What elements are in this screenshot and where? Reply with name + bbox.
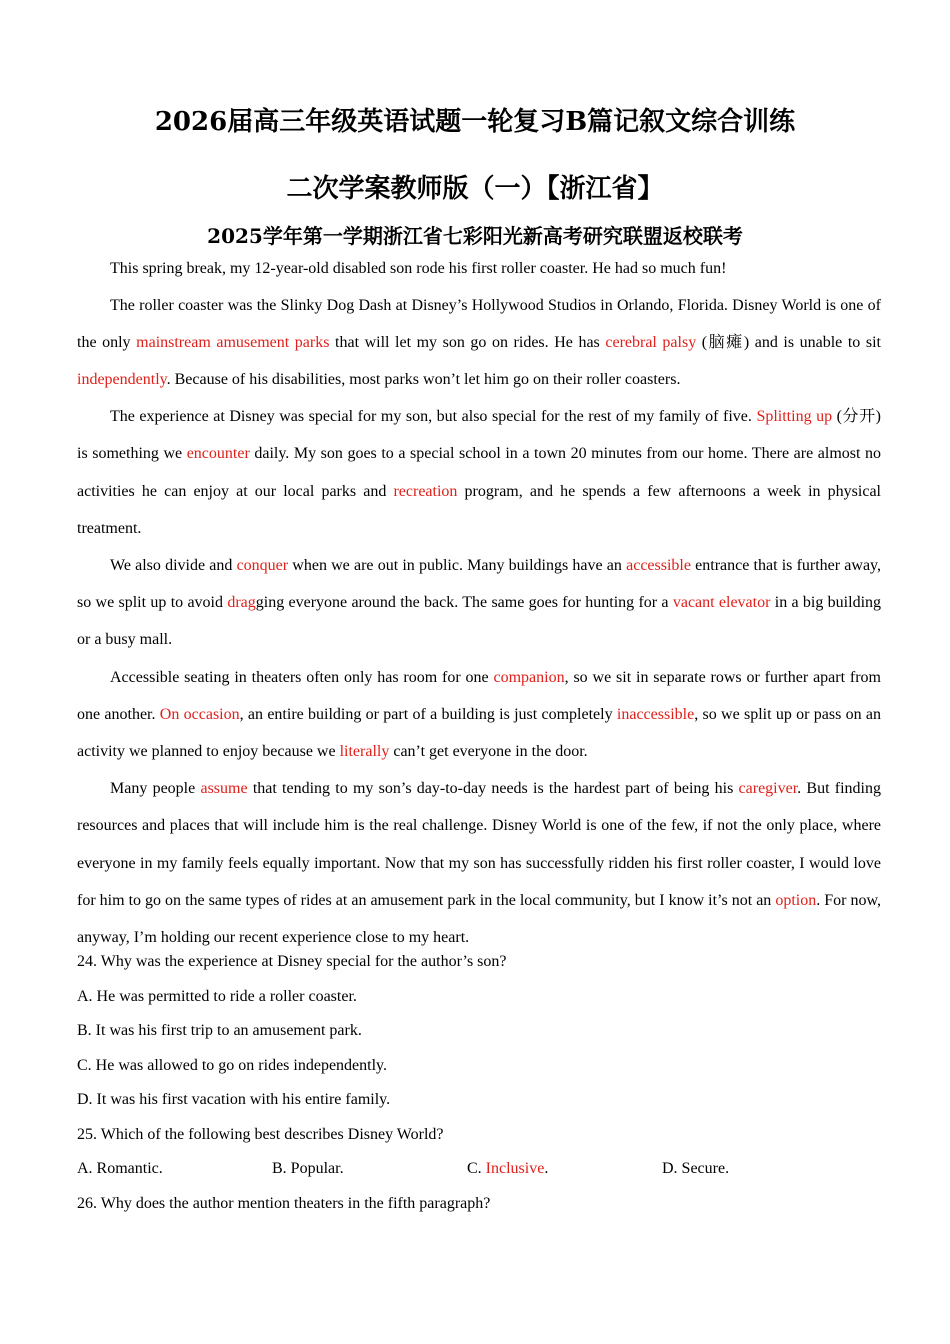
option-25d: D. Secure. bbox=[662, 1160, 730, 1177]
paragraph-6: Many people assume that tending to my son’s day-to-day needs is the hardest part of being his caregiver. But finding resources and places that will include him is the real challenge. Disney World is one of the few, if not the only place, where everyone in my family feels equally important. Now that my son has successfully ridden his first roller coaster, I would love for him to go on the same types of rides at an amusement park in the local community, but I know it’s not an option. For now, anyway, I’m holding our recent experience close to my heart. bbox=[77, 780, 881, 946]
document-title: 2026届高三年级英语试题一轮复习B篇记叙文综合训练 bbox=[154, 107, 796, 137]
option-24c: C. He was allowed to go on rides independently. bbox=[77, 1056, 388, 1074]
highlighted-term: option bbox=[775, 891, 817, 909]
paragraph-3: The experience at Disney was special for my son, but also special for the rest of my family of five. Splitting up (分开) is something we encounter daily. My son goes to a special school in a town 20 minutes from our home. There are almost no activities he can enjoy at our local parks and recreation program, and he spends a few afternoons a week in physical treatment. bbox=[77, 408, 882, 537]
highlighted-term: drag bbox=[227, 594, 256, 612]
highlighted-term: mainstream amusement parks bbox=[136, 333, 330, 351]
question-26: 26. Why does the author mention theaters in the fifth paragraph? bbox=[77, 1194, 491, 1212]
option-25c: C. Inclusive. bbox=[467, 1160, 549, 1177]
highlighted-term: accessible bbox=[626, 556, 691, 574]
option-24a: A. He was permitted to ride a roller coaster. bbox=[77, 987, 357, 1005]
paragraph-4: We also divide and conquer when we are out in public. Many buildings have an accessible entrance that is further away, so we split up to avoid dragging everyone around the back. The same goes for hunting for a vacant elevator in a big building or a busy mall. bbox=[77, 556, 882, 649]
document-subtitle: 2025学年第一学期浙江省七彩阳光新高考研究联盟返校联考 bbox=[207, 224, 743, 248]
questions bbox=[77, 945, 881, 1221]
option-24b: B. It was his first trip to an amusement park. bbox=[77, 1022, 362, 1039]
option-25b: B. Popular. bbox=[272, 1160, 344, 1177]
highlighted-term: literally bbox=[339, 742, 390, 760]
highlighted-term: companion bbox=[493, 668, 565, 686]
highlighted-term: vacant elevator bbox=[672, 594, 771, 612]
option-25a: A. Romantic. bbox=[77, 1160, 163, 1177]
highlighted-term: cerebral palsy bbox=[605, 333, 697, 351]
highlighted-term: On occasion bbox=[159, 705, 240, 723]
highlighted-term: assume bbox=[200, 780, 248, 798]
question-24: 24. Why was the experience at Disney special for the author’s son? bbox=[77, 953, 507, 970]
highlighted-term: Splitting up bbox=[756, 408, 833, 426]
highlighted-term: independently bbox=[77, 370, 167, 388]
highlighted-term: conquer bbox=[236, 556, 289, 574]
highlighted-answer: Inclusive bbox=[485, 1160, 545, 1177]
highlighted-term: inaccessible bbox=[616, 705, 695, 723]
paragraph-1: This spring break, my 12-year-old disabled son rode his first roller coaster. He had so much fun! bbox=[110, 260, 727, 277]
option-24d: D. It was his first vacation with his entire family. bbox=[77, 1091, 391, 1108]
paragraph-5: Accessible seating in theaters often only has room for one companion, so we sit in separate rows or further apart from one another. On occasion, an entire building or part of a building is just completely inaccessible, so we split up or pass on an activity we planned to enjoy because we literally can’t get everyone in the door. bbox=[77, 668, 881, 760]
highlighted-term: recreation bbox=[393, 482, 458, 500]
highlighted-term: encounter bbox=[186, 445, 250, 463]
paragraph-2: The roller coaster was the Slinky Dog Dash at Disney’s Hollywood Studios in Orlando, Florida. Disney World is one of the only mainstream amusement parks that will let my son go on rides. He has cerebral palsy (脑瘫) and is unable to sit independently. Because of his disabilities, most parks won’t let him go on their roller coasters. bbox=[77, 296, 881, 388]
options-25 bbox=[77, 1152, 881, 1187]
question-25: 25. Which of the following best describes Disney World? bbox=[77, 1125, 444, 1143]
highlighted-term: caregiver bbox=[738, 780, 798, 798]
document-title-line2: 二次学案教师版（一）【浙江省】 bbox=[286, 174, 664, 204]
passage bbox=[77, 252, 881, 956]
